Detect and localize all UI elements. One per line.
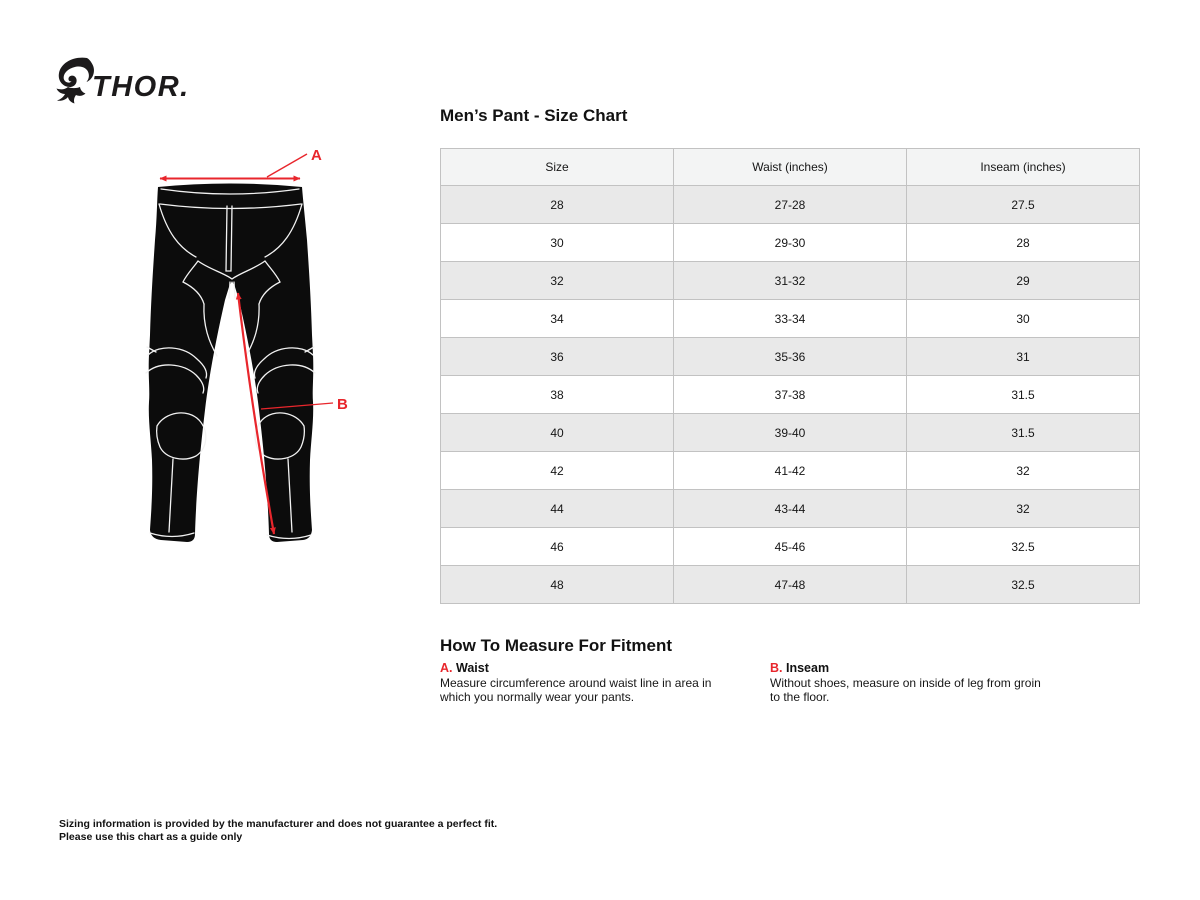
measure-waist-description: Measure circumference around waist line in area in which you normally wear your pants. [440,676,712,704]
measure-inseam-name: Inseam [785,661,830,675]
inseam-cell: 28 [907,224,1140,262]
table-row [441,186,1140,224]
size-cell: 38 [441,376,674,414]
measure-item-waist [440,661,738,704]
size-cell: 48 [441,566,674,604]
inseam-cell: 32.5 [907,566,1140,604]
waist-cell: 41-42 [674,452,907,490]
inseam-cell: 30 [907,300,1140,338]
thor-logo [55,56,205,108]
waist-cell: 37-38 [674,376,907,414]
measure-waist-name: Waist [455,661,489,675]
thor-goat-icon [57,58,94,104]
column-header-size: Size [441,149,674,186]
table-row [441,490,1140,528]
table-row [441,300,1140,338]
table-row [441,224,1140,262]
inseam-cell: 29 [907,262,1140,300]
inseam-cell: 32 [907,490,1140,528]
pants-diagram [135,140,365,560]
waist-cell: 33-34 [674,300,907,338]
label-a-pointer-line [267,154,307,177]
waist-cell: 47-48 [674,566,907,604]
measure-inseam-description: Without shoes, measure on inside of leg from groin to the floor. [770,676,1041,704]
header-row [441,149,1140,186]
size-cell: 36 [441,338,674,376]
table-row [441,566,1140,604]
inseam-cell: 32 [907,452,1140,490]
size-chart-header [441,149,1140,186]
size-cell: 46 [441,528,674,566]
size-cell: 30 [441,224,674,262]
measure-waist-label [440,661,738,675]
size-chart-table [440,148,1140,604]
thor-wordmark: THOR. [92,71,190,103]
measure-inseam-label [770,661,1048,675]
size-chart-title: Men’s Pant - Size Chart [440,106,628,125]
inseam-cell: 32.5 [907,528,1140,566]
footer-note [59,818,497,843]
waist-cell: 45-46 [674,528,907,566]
table-row [441,452,1140,490]
measure-waist-letter: A. [440,661,453,675]
inseam-cell: 31.5 [907,414,1140,452]
measure-inseam-letter: B. [770,661,783,675]
waist-cell: 29-30 [674,224,907,262]
how-to-measure-title: How To Measure For Fitment [440,636,673,655]
measure-item-inseam [770,661,1048,704]
waist-cell: 43-44 [674,490,907,528]
waist-cell: 39-40 [674,414,907,452]
label-b: B [337,396,348,413]
inseam-cell: 31.5 [907,376,1140,414]
size-cell: 40 [441,414,674,452]
column-header-waist: Waist (inches) [674,149,907,186]
size-cell: 42 [441,452,674,490]
size-cell: 32 [441,262,674,300]
size-cell: 34 [441,300,674,338]
table-row [441,376,1140,414]
waist-cell: 27-28 [674,186,907,224]
table-row [441,528,1140,566]
size-cell: 44 [441,490,674,528]
table-row [441,338,1140,376]
inseam-cell: 31 [907,338,1140,376]
label-a: A [311,147,322,164]
table-row [441,262,1140,300]
inseam-cell: 27.5 [907,186,1140,224]
footer-note-line2: Please use this chart as a guide only [59,830,243,843]
size-cell: 28 [441,186,674,224]
column-header-inseam: Inseam (inches) [907,149,1140,186]
waist-cell: 35-36 [674,338,907,376]
waist-cell: 31-32 [674,262,907,300]
table-row [441,414,1140,452]
footer-note-line1: Sizing information is provided by the manufacturer and does not guarantee a perfect fit. [59,818,498,830]
